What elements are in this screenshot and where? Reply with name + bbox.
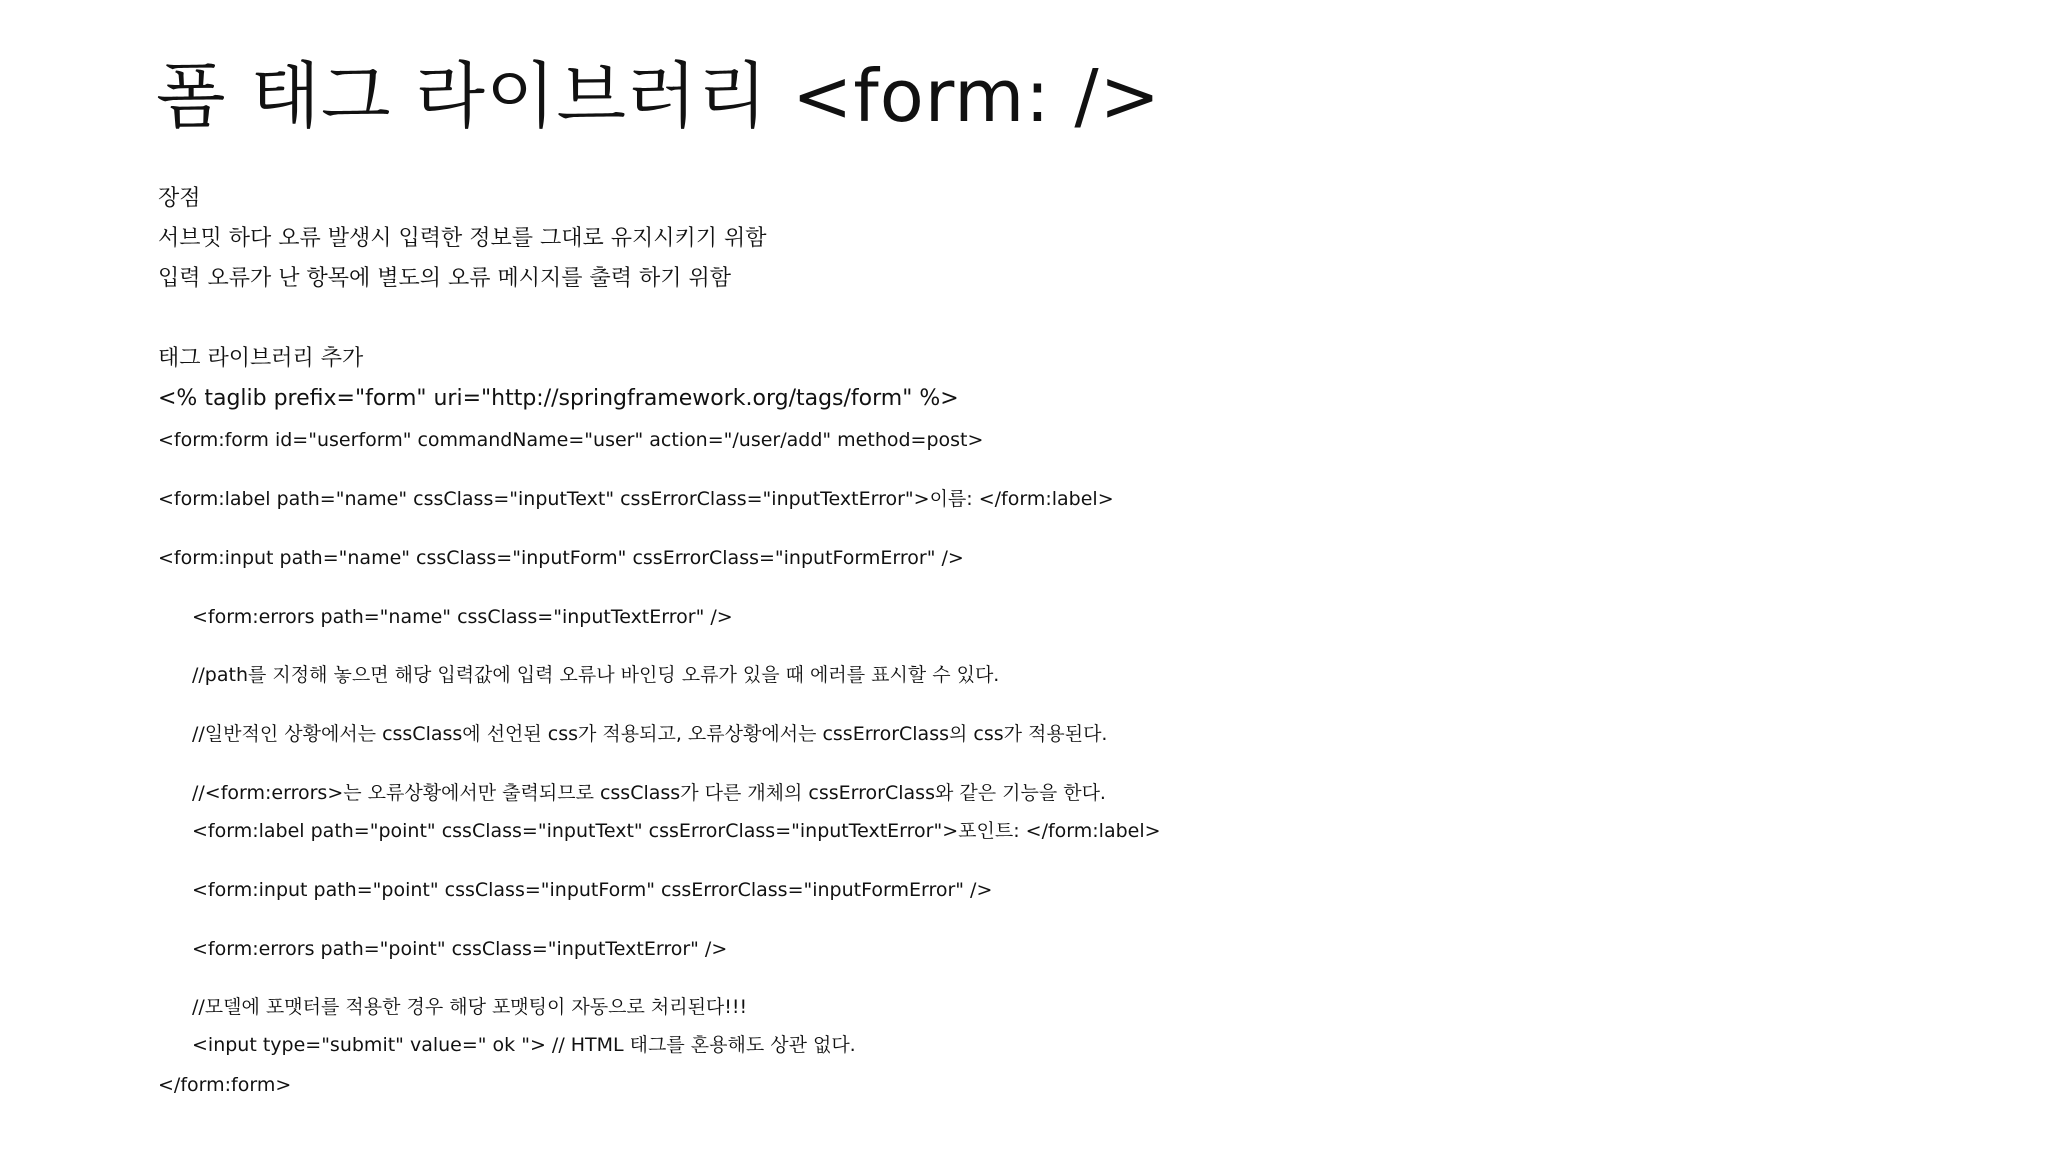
taglib-heading: 태그 라이브러리 추가 [158, 346, 364, 371]
slide-title: 폼 태그 라이브러리 <form: /> [156, 54, 1162, 138]
code-line: </form:form> [158, 1074, 292, 1096]
code-line: <form:errors path="point" cssClass="inputTextError" /> [192, 938, 728, 960]
code-line: <form:errors path="name" cssClass="inputTextError" /> [192, 606, 733, 628]
code-comment: //path를 지정해 놓으면 해당 입력값에 입력 오류나 바인딩 오류가 있을 때 에러를 표시할 수 있다. [192, 664, 1000, 686]
code-line: <form:label path="name" cssClass="inputText" cssErrorClass="inputTextError">이름: </form:label> [158, 488, 1114, 510]
code-line: <form:input path="name" cssClass="inputForm" cssErrorClass="inputFormError" /> [158, 547, 964, 569]
advantage-item: 서브밋 하다 오류 발생시 입력한 정보를 그대로 유지시키기 위함 [158, 226, 767, 251]
taglib-directive: <% taglib prefix="form" uri="http://springframework.org/tags/form" %> [158, 386, 959, 411]
advantage-item: 입력 오류가 난 항목에 별도의 오류 메시지를 출력 하기 위함 [158, 266, 731, 291]
code-line: <form:form id="userform" commandName="user" action="/user/add" method=post> [158, 429, 984, 451]
code-line: <input type="submit" value=" ok "> // HTML 태그를 혼용해도 상관 없다. [192, 1034, 856, 1056]
code-comment: //<form:errors>는 오류상황에서만 출력되므로 cssClass가 다른 개체의 cssErrorClass와 같은 기능을 한다. [192, 782, 1106, 804]
code-comment: //일반적인 상황에서는 cssClass에 선언된 css가 적용되고, 오류상황에서는 cssErrorClass의 css가 적용된다. [192, 723, 1108, 745]
code-line: <form:label path="point" cssClass="inputText" cssErrorClass="inputTextError">포인트: </form:label> [192, 820, 1161, 842]
code-comment: //모델에 포맷터를 적용한 경우 해당 포맷팅이 자동으로 처리된다!!! [192, 996, 748, 1018]
advantages-heading: 장점 [158, 186, 201, 211]
code-line: <form:input path="point" cssClass="inputForm" cssErrorClass="inputFormError" /> [192, 879, 993, 901]
